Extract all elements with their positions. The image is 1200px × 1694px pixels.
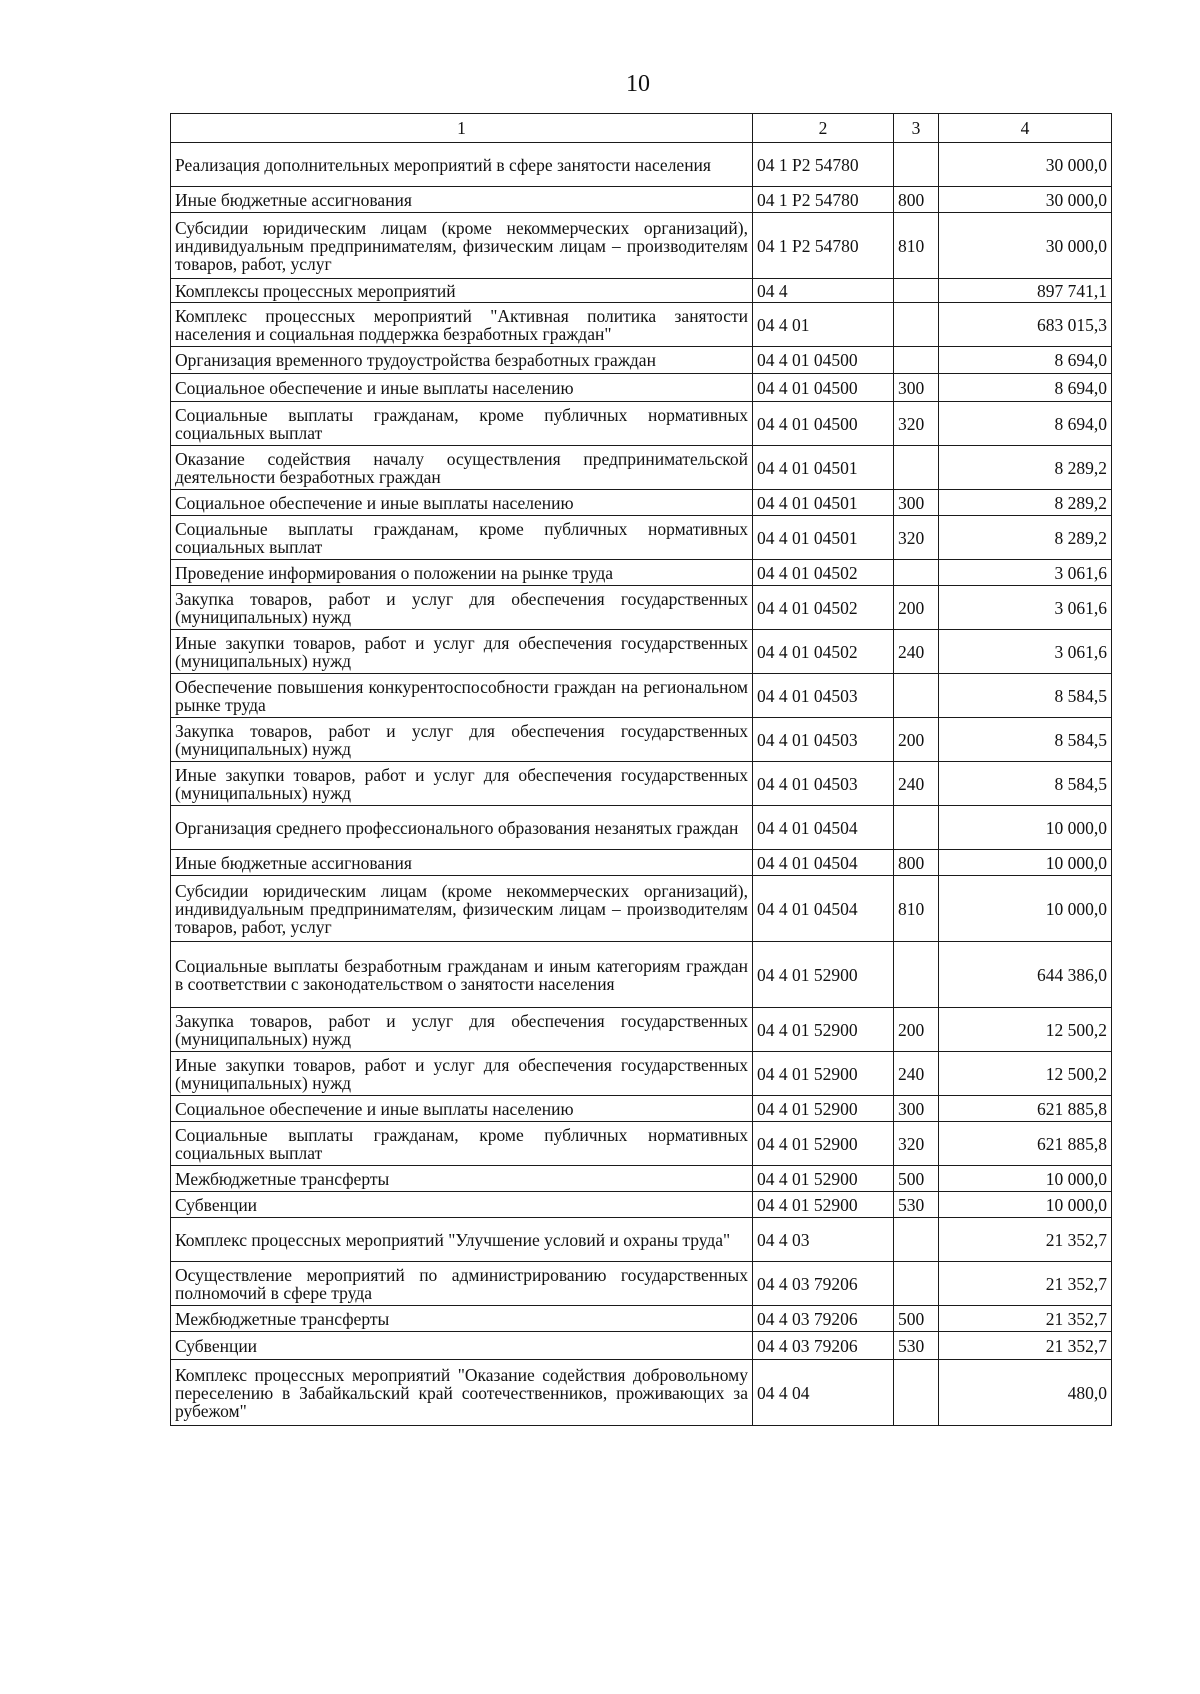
row-amount: 30 000,0 [939, 213, 1112, 279]
row-amount: 30 000,0 [939, 187, 1112, 213]
table-row [171, 1096, 1112, 1122]
row-code: 04 4 01 04503 [753, 674, 894, 718]
row-amount: 8 289,2 [939, 490, 1112, 516]
page-number: 10 [626, 71, 650, 97]
row-amount: 21 352,7 [939, 1218, 1112, 1262]
row-expense-type: 300 [894, 374, 939, 402]
row-name: Субвенции [171, 1332, 753, 1360]
table-row [171, 674, 1112, 718]
row-amount: 3 061,6 [939, 630, 1112, 674]
table-row [171, 1008, 1112, 1052]
row-amount: 10 000,0 [939, 806, 1112, 850]
table-row [171, 187, 1112, 213]
table-row [171, 806, 1112, 850]
header-col-3: 3 [894, 114, 939, 143]
row-amount: 8 584,5 [939, 674, 1112, 718]
row-name: Комплекс процессных мероприятий "Активная политика занятости населения и социальная поддержка безработных граждан" [171, 303, 753, 347]
table-row [171, 560, 1112, 586]
row-code: 04 4 01 04504 [753, 876, 894, 942]
header-col-4: 4 [939, 114, 1112, 143]
row-code: 04 4 01 [753, 303, 894, 347]
row-amount: 621 885,8 [939, 1096, 1112, 1122]
row-code: 04 4 01 52900 [753, 942, 894, 1008]
row-expense-type [894, 446, 939, 490]
table-row [171, 516, 1112, 560]
row-name: Оказание содействия началу осуществления предпринимательской деятельности безработных граждан [171, 446, 753, 490]
row-code: 04 1 P2 54780 [753, 187, 894, 213]
row-expense-type: 530 [894, 1332, 939, 1360]
row-amount: 8 289,2 [939, 516, 1112, 560]
table-row [171, 762, 1112, 806]
row-amount: 8 694,0 [939, 402, 1112, 446]
row-name: Социальные выплаты гражданам, кроме публичных нормативных социальных выплат [171, 516, 753, 560]
table-row [171, 876, 1112, 942]
row-name: Социальные выплаты гражданам, кроме публичных нормативных социальных выплат [171, 1122, 753, 1166]
row-amount: 10 000,0 [939, 876, 1112, 942]
row-code: 04 4 01 04502 [753, 586, 894, 630]
row-code: 04 4 03 79206 [753, 1332, 894, 1360]
row-code: 04 1 P2 54780 [753, 143, 894, 187]
row-name: Обеспечение повышения конкурентоспособности граждан на региональном рынке труда [171, 674, 753, 718]
row-code: 04 4 01 04502 [753, 560, 894, 586]
row-name: Субвенции [171, 1192, 753, 1218]
row-expense-type [894, 942, 939, 1008]
header-col-2: 2 [753, 114, 894, 143]
row-code: 04 4 01 04500 [753, 347, 894, 374]
row-name: Организация среднего профессионального образования незанятых граждан [171, 806, 753, 850]
row-expense-type [894, 1262, 939, 1306]
row-code: 04 4 01 04504 [753, 806, 894, 850]
row-name: Организация временного трудоустройства безработных граждан [171, 347, 753, 374]
table-row [171, 850, 1112, 876]
row-name: Закупка товаров, работ и услуг для обеспечения государственных (муниципальных) нужд [171, 586, 753, 630]
table-row [171, 1262, 1112, 1306]
row-amount: 480,0 [939, 1360, 1112, 1426]
table-row [171, 1052, 1112, 1096]
row-code: 04 4 04 [753, 1360, 894, 1426]
table-row [171, 446, 1112, 490]
row-name: Социальное обеспечение и иные выплаты населению [171, 1096, 753, 1122]
row-amount: 8 694,0 [939, 347, 1112, 374]
row-name: Комплекс процессных мероприятий "Улучшение условий и охраны труда" [171, 1218, 753, 1262]
row-name: Иные бюджетные ассигнования [171, 187, 753, 213]
row-amount: 3 061,6 [939, 586, 1112, 630]
table-row [171, 1122, 1112, 1166]
row-amount: 12 500,2 [939, 1008, 1112, 1052]
row-expense-type [894, 347, 939, 374]
row-amount: 897 741,1 [939, 279, 1112, 303]
table-row [171, 718, 1112, 762]
row-expense-type: 320 [894, 1122, 939, 1166]
table-row [171, 279, 1112, 303]
row-amount: 621 885,8 [939, 1122, 1112, 1166]
row-expense-type [894, 806, 939, 850]
table-row [171, 347, 1112, 374]
table-body [171, 143, 1112, 1426]
row-code: 04 4 01 52900 [753, 1052, 894, 1096]
row-name: Иные закупки товаров, работ и услуг для обеспечения государственных (муниципальных) нужд [171, 762, 753, 806]
row-code: 04 4 01 04502 [753, 630, 894, 674]
row-expense-type [894, 279, 939, 303]
row-name: Межбюджетные трансферты [171, 1306, 753, 1332]
row-code: 04 4 01 52900 [753, 1166, 894, 1192]
row-amount: 644 386,0 [939, 942, 1112, 1008]
table-row [171, 374, 1112, 402]
row-amount: 12 500,2 [939, 1052, 1112, 1096]
row-name: Реализация дополнительных мероприятий в сфере занятости населения [171, 143, 753, 187]
header-row [171, 114, 1112, 143]
table-row [171, 1332, 1112, 1360]
row-code: 04 4 01 04504 [753, 850, 894, 876]
row-amount: 21 352,7 [939, 1306, 1112, 1332]
table-row [171, 586, 1112, 630]
table-row [171, 942, 1112, 1008]
table-row [171, 490, 1112, 516]
table-row [171, 1192, 1112, 1218]
table-row [171, 213, 1112, 279]
row-name: Осуществление мероприятий по администрированию государственных полномочий в сфере труда [171, 1262, 753, 1306]
row-name: Проведение информирования о положении на рынке труда [171, 560, 753, 586]
row-expense-type: 300 [894, 490, 939, 516]
row-expense-type: 200 [894, 1008, 939, 1052]
row-expense-type: 530 [894, 1192, 939, 1218]
row-name: Комплексы процессных мероприятий [171, 279, 753, 303]
table-row [171, 1218, 1112, 1262]
row-code: 04 1 P2 54780 [753, 213, 894, 279]
row-name: Социальные выплаты безработным гражданам и иным категориям граждан в соответствии с законодательством о занятости населения [171, 942, 753, 1008]
row-code: 04 4 01 04501 [753, 446, 894, 490]
row-name: Иные закупки товаров, работ и услуг для обеспечения государственных (муниципальных) нужд [171, 1052, 753, 1096]
row-code: 04 4 03 79206 [753, 1306, 894, 1332]
row-code: 04 4 01 52900 [753, 1096, 894, 1122]
row-code: 04 4 01 04501 [753, 490, 894, 516]
row-expense-type: 320 [894, 402, 939, 446]
row-expense-type [894, 1218, 939, 1262]
row-expense-type: 500 [894, 1166, 939, 1192]
row-expense-type: 200 [894, 718, 939, 762]
row-amount: 683 015,3 [939, 303, 1112, 347]
row-name: Социальное обеспечение и иные выплаты населению [171, 490, 753, 516]
row-amount: 10 000,0 [939, 850, 1112, 876]
row-code: 04 4 03 79206 [753, 1262, 894, 1306]
row-expense-type: 800 [894, 850, 939, 876]
row-code: 04 4 03 [753, 1218, 894, 1262]
row-expense-type: 300 [894, 1096, 939, 1122]
row-expense-type [894, 560, 939, 586]
table-row [171, 1360, 1112, 1426]
row-expense-type: 500 [894, 1306, 939, 1332]
row-expense-type: 240 [894, 1052, 939, 1096]
row-amount: 3 061,6 [939, 560, 1112, 586]
row-amount: 10 000,0 [939, 1166, 1112, 1192]
row-amount: 8 694,0 [939, 374, 1112, 402]
row-amount: 8 584,5 [939, 718, 1112, 762]
row-name: Социальные выплаты гражданам, кроме публичных нормативных социальных выплат [171, 402, 753, 446]
header-col-1: 1 [171, 114, 753, 143]
row-name: Иные закупки товаров, работ и услуг для обеспечения государственных (муниципальных) нужд [171, 630, 753, 674]
row-code: 04 4 01 52900 [753, 1008, 894, 1052]
row-expense-type [894, 1360, 939, 1426]
row-name: Иные бюджетные ассигнования [171, 850, 753, 876]
row-amount: 8 289,2 [939, 446, 1112, 490]
row-code: 04 4 01 52900 [753, 1122, 894, 1166]
table-row [171, 1306, 1112, 1332]
row-name: Комплекс процессных мероприятий "Оказание содействия добровольному переселению в Забайкальский край соотечественников, проживающих за рубежом" [171, 1360, 753, 1426]
row-expense-type: 240 [894, 630, 939, 674]
row-amount: 30 000,0 [939, 143, 1112, 187]
row-expense-type [894, 674, 939, 718]
row-expense-type [894, 303, 939, 347]
row-expense-type: 200 [894, 586, 939, 630]
row-code: 04 4 01 04501 [753, 516, 894, 560]
row-expense-type: 240 [894, 762, 939, 806]
row-code: 04 4 01 04503 [753, 762, 894, 806]
row-name: Социальное обеспечение и иные выплаты населению [171, 374, 753, 402]
row-code: 04 4 [753, 279, 894, 303]
row-code: 04 4 01 04503 [753, 718, 894, 762]
table-row [171, 630, 1112, 674]
row-amount: 8 584,5 [939, 762, 1112, 806]
row-name: Субсидии юридическим лицам (кроме некоммерческих организаций), индивидуальным предпринимателям, физическим лицам – производителям товаров, работ, услуг [171, 876, 753, 942]
row-name: Закупка товаров, работ и услуг для обеспечения государственных (муниципальных) нужд [171, 718, 753, 762]
row-code: 04 4 01 04500 [753, 374, 894, 402]
table-row [171, 303, 1112, 347]
row-code: 04 4 01 04500 [753, 402, 894, 446]
row-expense-type: 800 [894, 187, 939, 213]
table-row [171, 1166, 1112, 1192]
budget-table [170, 113, 1112, 1426]
row-expense-type [894, 143, 939, 187]
table-row [171, 402, 1112, 446]
row-amount: 21 352,7 [939, 1262, 1112, 1306]
table-row [171, 143, 1112, 187]
row-name: Закупка товаров, работ и услуг для обеспечения государственных (муниципальных) нужд [171, 1008, 753, 1052]
row-amount: 21 352,7 [939, 1332, 1112, 1360]
row-expense-type: 810 [894, 876, 939, 942]
row-code: 04 4 01 52900 [753, 1192, 894, 1218]
row-name: Субсидии юридическим лицам (кроме некоммерческих организаций), индивидуальным предпринимателям, физическим лицам – производителям товаров, работ, услуг [171, 213, 753, 279]
row-expense-type: 810 [894, 213, 939, 279]
row-name: Межбюджетные трансферты [171, 1166, 753, 1192]
row-expense-type: 320 [894, 516, 939, 560]
row-amount: 10 000,0 [939, 1192, 1112, 1218]
